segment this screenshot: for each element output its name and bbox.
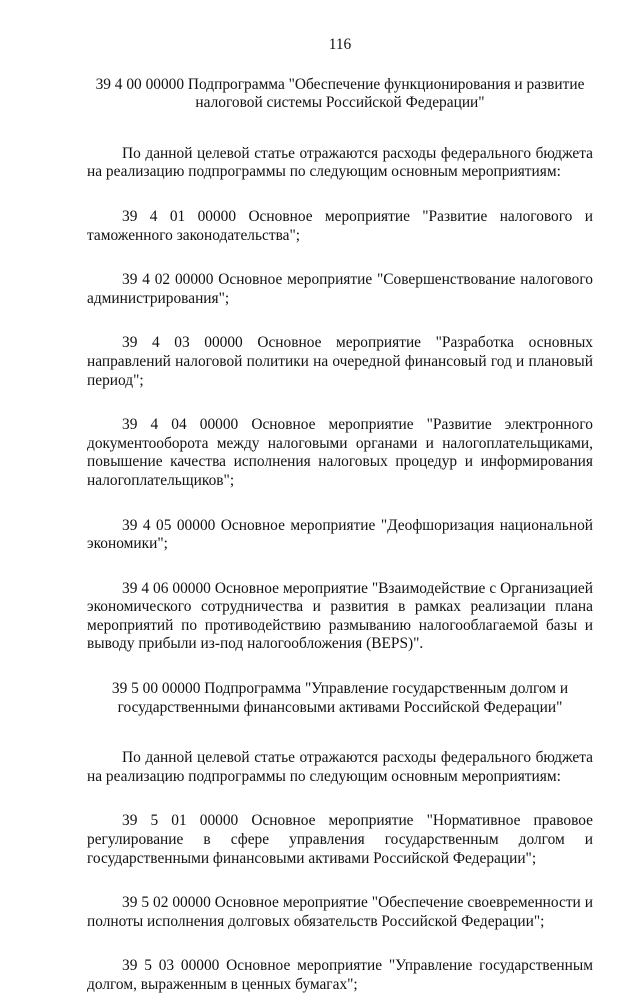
heading-line: 39 4 00 00000 Подпрограмма "Обеспечение функционирования и развитие: [95, 75, 585, 93]
heading-line: 39 5 00 00000 Подпрограмма "Управление государственным долгом и: [111, 680, 569, 698]
paragraph-item-39-5-01: 39 5 01 00000 Основное мероприятие "Нормативное правовое регулирование в сфере управления государственным долгом и государственными финансовыми активами Российской Федерации";: [87, 812, 593, 867]
paragraph-item-39-4-04: 39 4 04 00000 Основное мероприятие "Развитие электронного документооборота между налоговыми органами и налогоплательщиками, повышение качества исполнения налоговых процедур и информирования налогоплательщиков";: [87, 416, 593, 489]
paragraph-item-39-5-03: 39 5 03 00000 Основное мероприятие "Управление государственным долгом, выраженным в ценных бумагах";: [87, 957, 593, 993]
paragraph-item-39-4-05: 39 4 05 00000 Основное мероприятие "Деофшоризация национальной экономики";: [87, 516, 593, 553]
paragraph-item-39-4-02: 39 4 02 00000 Основное мероприятие "Совершенствование налогового администрирования";: [87, 271, 593, 307]
paragraph-intro: По данной целевой статье отражаются расходы федерального бюджета на реализацию подпрограммы по следующим основным мероприятиям:: [87, 144, 593, 181]
paragraph-item-39-5-02: 39 5 02 00000 Основное мероприятие "Обеспечение своевременности и полноты исполнения долговых обязательств Российской Федерации";: [87, 894, 593, 930]
page-number: 116: [328, 36, 352, 53]
subprogram-heading-39-5: [87, 680, 593, 717]
subprogram-heading-39-4: [87, 76, 593, 113]
heading-line: налоговой системы Российской Федерации": [195, 94, 485, 112]
paragraph-intro: По данной целевой статье отражаются расходы федерального бюджета на реализацию подпрограммы по следующим основным мероприятиям:: [87, 749, 593, 785]
heading-line: государственными финансовыми активами Российской Федерации": [117, 698, 563, 716]
paragraph-item-39-4-03: 39 4 03 00000 Основное мероприятие "Разработка основных направлений налоговой политики на очередной финансовый год и плановый период";: [87, 334, 593, 389]
paragraph-item-39-4-06: 39 4 06 00000 Основное мероприятие "Взаимодействие с Организацией экономического сотрудничества и развития в рамках реализации плана мероприятий по противодействию размыванию налогооблагаемой базы и выводу прибыли из-под налогообложения (BEPS)".: [87, 579, 593, 653]
paragraph-item-39-4-01: 39 4 01 00000 Основное мероприятие "Развитие налогового и таможенного законодательства";: [87, 207, 593, 244]
